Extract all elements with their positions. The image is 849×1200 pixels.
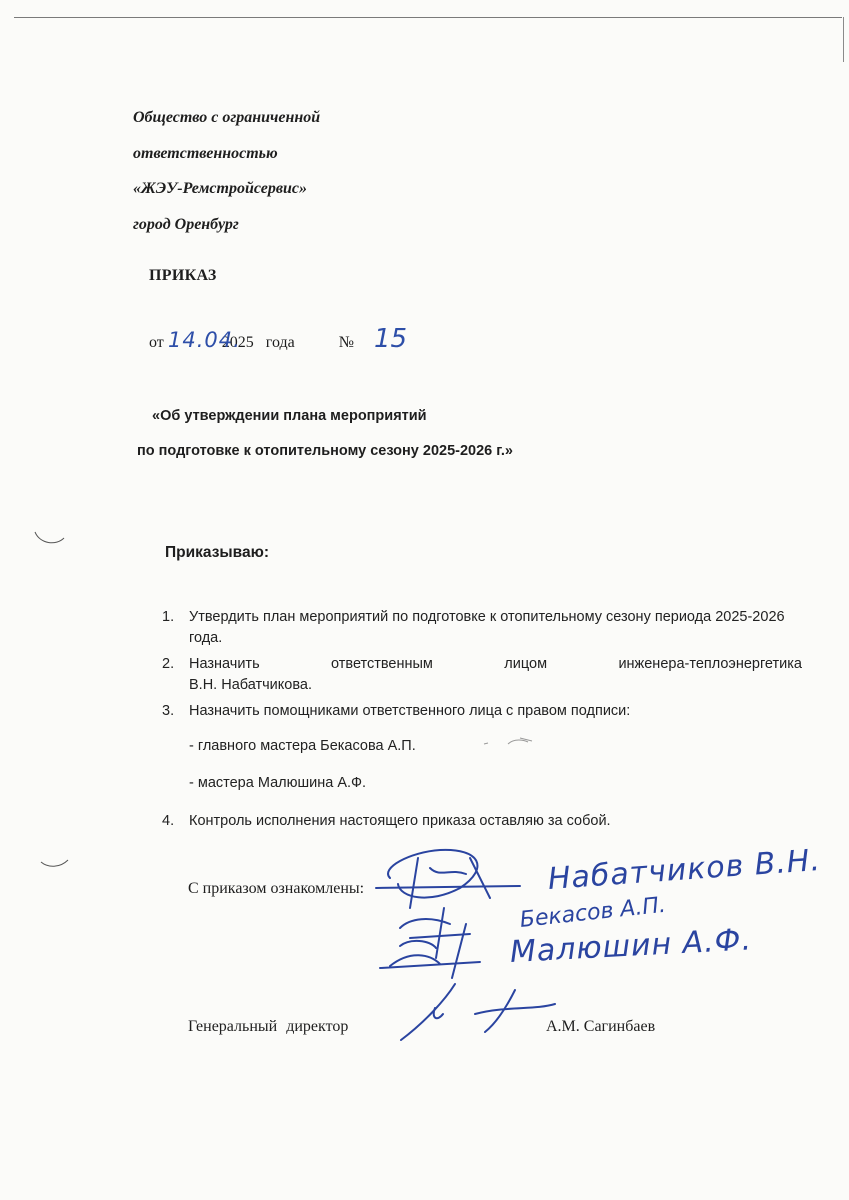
item-word: Назначить (189, 656, 260, 672)
handwritten-name: Бекасов А.П. (518, 892, 668, 933)
org-line: город Оренбург (133, 215, 239, 233)
list-item (162, 701, 802, 722)
list-item (162, 811, 802, 832)
subject-line-1: «Об утверждении плана мероприятий (152, 408, 427, 424)
list-item (162, 654, 802, 696)
director-title: Генеральный директор (188, 1018, 349, 1035)
handwritten-date: 14.04. (168, 328, 241, 352)
sub-item: - главного мастера Бекасова А.П. (189, 738, 416, 754)
item-number: 1. (162, 609, 175, 625)
item-word: инженера-теплоэнергетика (618, 656, 802, 672)
order-items (162, 607, 802, 832)
handwritten-number: 15 (374, 324, 408, 354)
item-number: 2. (162, 656, 175, 672)
signature-icon (370, 838, 540, 988)
item-text: Утвердить план мероприятий по подготовке к отопительному сезону периода 2025-2026 года. (189, 609, 785, 646)
director-signature-icon (395, 970, 565, 1045)
item-number: 3. (162, 703, 175, 719)
item-text: Назначить помощниками ответственного лица с правом подписи: (189, 703, 631, 719)
item-number: 4. (162, 813, 175, 829)
sub-item: - мастера Малюшина А.Ф. (189, 775, 367, 791)
date-prefix: от (149, 334, 164, 351)
item-text: Контроль исполнения настоящего приказа оставляю за собой. (189, 813, 611, 829)
order-subject (137, 399, 513, 469)
subject-line-2: по подготовке к отопительному сезону 2025-2026 г.» (137, 443, 513, 459)
scan-mark (480, 734, 550, 750)
document-title: ПРИКАЗ (149, 267, 217, 284)
org-line: ответственностью (133, 144, 278, 162)
scan-mark (30, 528, 70, 550)
org-line: Общество с ограниченной (133, 109, 321, 126)
item-text-justified (189, 654, 802, 675)
director-name: А.М. Сагинбаев (546, 1018, 656, 1035)
item-word: ответственным (331, 656, 433, 672)
item-word: лицом (504, 656, 548, 672)
org-line: «ЖЭУ-Ремстройсервис» (133, 180, 308, 197)
scan-right-edge (843, 17, 844, 62)
scan-mark (38, 852, 78, 874)
organization-header (133, 100, 320, 242)
scan-top-edge (14, 17, 842, 18)
number-label: № (338, 334, 354, 351)
item-text: В.Н. Набатчикова. (189, 677, 312, 693)
acknowledgement-label: С приказом ознакомлены: (188, 880, 365, 897)
handwritten-name: Набатчиков В.Н. (546, 842, 822, 897)
orders-label: Приказываю: (165, 544, 269, 561)
list-item (162, 607, 802, 649)
handwritten-name: Малюшин А.Ф. (509, 922, 753, 970)
date-year: 2025 года (221, 334, 295, 351)
